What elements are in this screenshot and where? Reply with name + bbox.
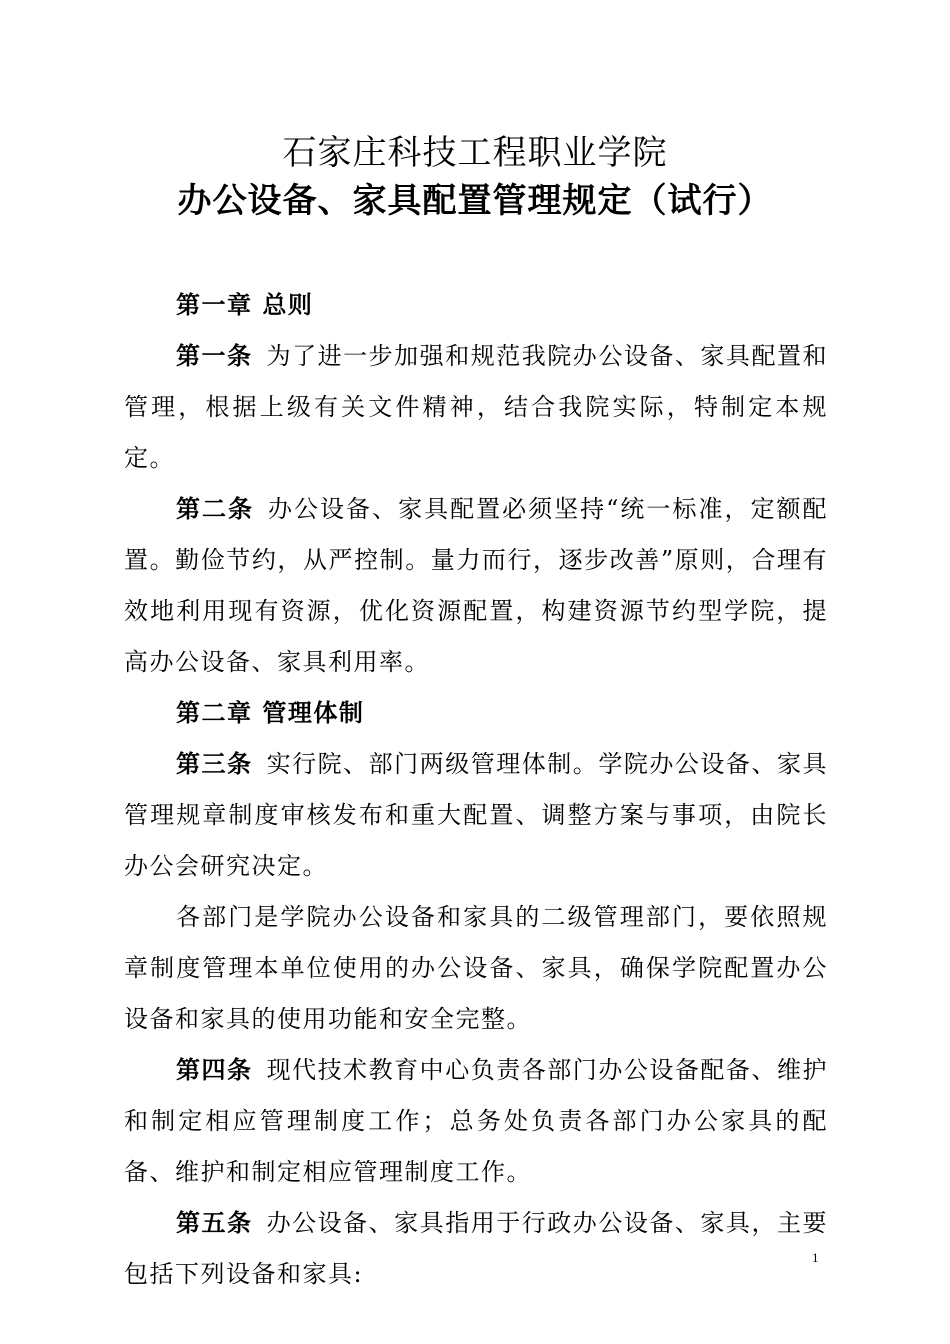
- chapter-heading-2: 第二章 管理体制: [176, 699, 365, 727]
- document-body: [124, 280, 828, 1300]
- article-3-label: 第三条: [176, 750, 253, 778]
- article-3-text: 实行院、部门两级管理体制。学院办公设备、家具管理规章制度审核发布和重大配置、调整方案与事项，由院长办公会研究决定。: [124, 750, 828, 880]
- article-1-text: 为了进一步加强和规范我院办公设备、家具配置和管理，根据上级有关文件精神，结合我院实际，特制定本规定。: [124, 342, 828, 472]
- document-title-regulation: 办公设备、家具配置管理规定（试行）: [177, 181, 773, 221]
- article-3: [124, 739, 828, 892]
- document-title-institution: 石家庄科技工程职业学院: [282, 133, 668, 173]
- article-1: [124, 331, 828, 484]
- article-2-text: 办公设备、家具配置必须坚持“统一标准，定额配置。勤俭节约，从严控制。量力而行，逐步改善”原则，合理有效地利用现有资源，优化资源配置，构建资源节约型学院，提高办公设备、家具利用率。: [124, 495, 828, 676]
- article-5-text: 办公设备、家具指用于行政办公设备、家具，主要包括下列设备和家具:: [124, 1209, 828, 1288]
- article-4: [124, 1045, 828, 1198]
- article-2: [124, 484, 828, 688]
- article-4-label: 第四条: [176, 1056, 253, 1084]
- article-1-label: 第一条: [176, 342, 253, 370]
- article-5: [124, 1198, 828, 1300]
- article-5-label: 第五条: [176, 1209, 253, 1237]
- article-3-paragraph-2: 各部门是学院办公设备和家具的二级管理部门，要依照规章制度管理本单位使用的办公设备、家具，确保学院配置办公设备和家具的使用功能和安全完整。: [124, 903, 828, 1033]
- page-number: 1: [812, 1250, 819, 1265]
- article-4-text: 现代技术教育中心负责各部门办公设备配备、维护和制定相应管理制度工作；总务处负责各部门办公家具的配备、维护和制定相应管理制度工作。: [124, 1056, 828, 1186]
- chapter-heading-1: 第一章 总则: [176, 291, 314, 319]
- article-2-label: 第二条: [176, 495, 255, 523]
